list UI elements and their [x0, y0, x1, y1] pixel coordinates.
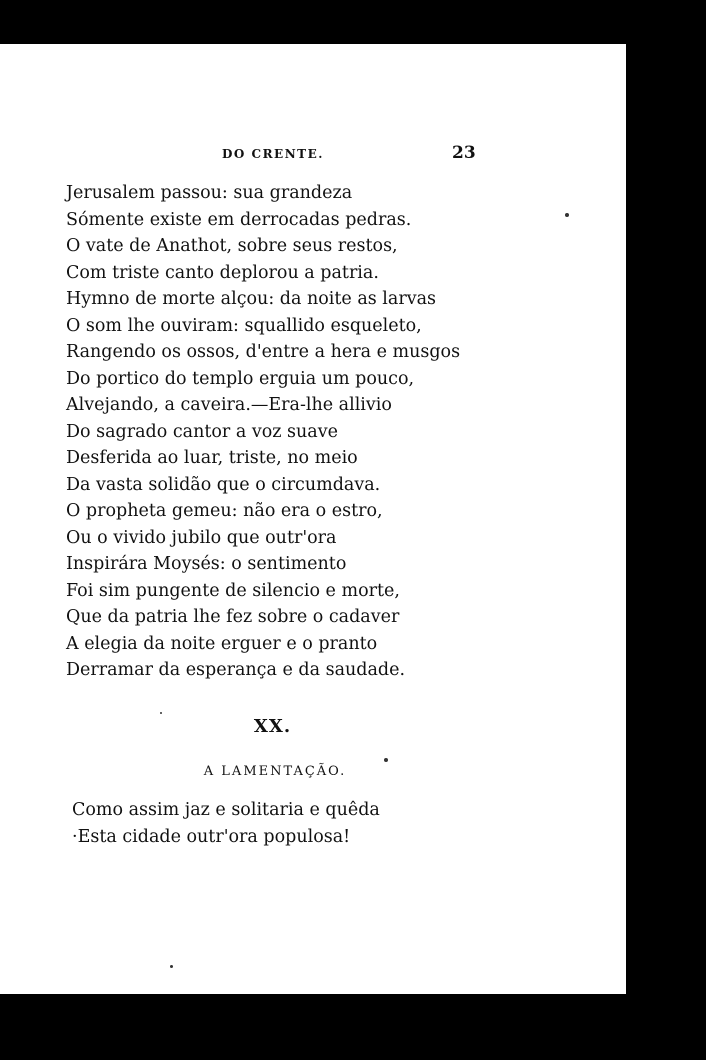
poem-line: O vate de Anathot, sobre seus restos,: [66, 236, 398, 256]
poem-line: Jerusalem passou: sua grandeza: [66, 183, 353, 203]
poem-line: Sómente existe em derrocadas pedras.: [66, 209, 412, 230]
poem-line: Inspirára Moysés: o sentimento: [66, 554, 347, 574]
poem-line: Ou o vivido jubilo que outr'ora: [66, 527, 337, 548]
poem-line: ·Esta cidade outr'ora populosa!: [72, 826, 351, 847]
poem-line: Foi sim pungente de silencio e morte,: [66, 580, 400, 601]
page-edge: [604, 44, 626, 999]
poem-line: Derramar da esperança e da saudade.: [66, 660, 406, 680]
poem-line: O som lhe ouviram: squallido esqueleto,: [66, 315, 422, 336]
poem-line: O propheta gemeu: não era o estro,: [66, 501, 383, 521]
section-number: XX.: [253, 716, 292, 737]
poem-line: Do sagrado cantor a voz suave: [66, 421, 338, 442]
poem-line: Desferida ao luar, triste, no meio: [66, 448, 358, 468]
scan-speck: [384, 758, 388, 762]
section-title: A LAMENTAÇÃO.: [203, 764, 347, 779]
poem-stanza-2: [72, 797, 380, 850]
scan-speck: [160, 712, 162, 714]
poem-line: Que da patria lhe fez sobre o cadaver: [66, 607, 400, 627]
poem-line: Com triste canto deplorou a patria.: [66, 262, 379, 283]
running-header: [0, 145, 604, 167]
scan-speck: [565, 213, 569, 217]
poem-line: Rangendo os ossos, d'entre a hera e musgos: [66, 342, 461, 362]
scan-border-bottom: [0, 994, 706, 1060]
scan-speck: [170, 965, 173, 968]
poem-line: Da vasta solidão que o circumdava.: [66, 474, 381, 495]
scan-border-right: [639, 40, 669, 1000]
poem-line: A elegia da noite erguer e o pranto: [66, 633, 378, 654]
poem-line: Como assim jaz e solitaria e quêda: [72, 800, 380, 820]
poem-stanza: [66, 180, 460, 684]
running-title: DO CRENTE.: [222, 147, 324, 161]
poem-line: Hymno de morte alçou: da noite as larvas: [66, 289, 437, 309]
page-number: 23: [452, 143, 476, 163]
poem-line: Do portico do templo erguia um pouco,: [66, 368, 415, 389]
poem-line: Alvejando, a caveira.—Era-lhe allivio: [66, 395, 392, 415]
